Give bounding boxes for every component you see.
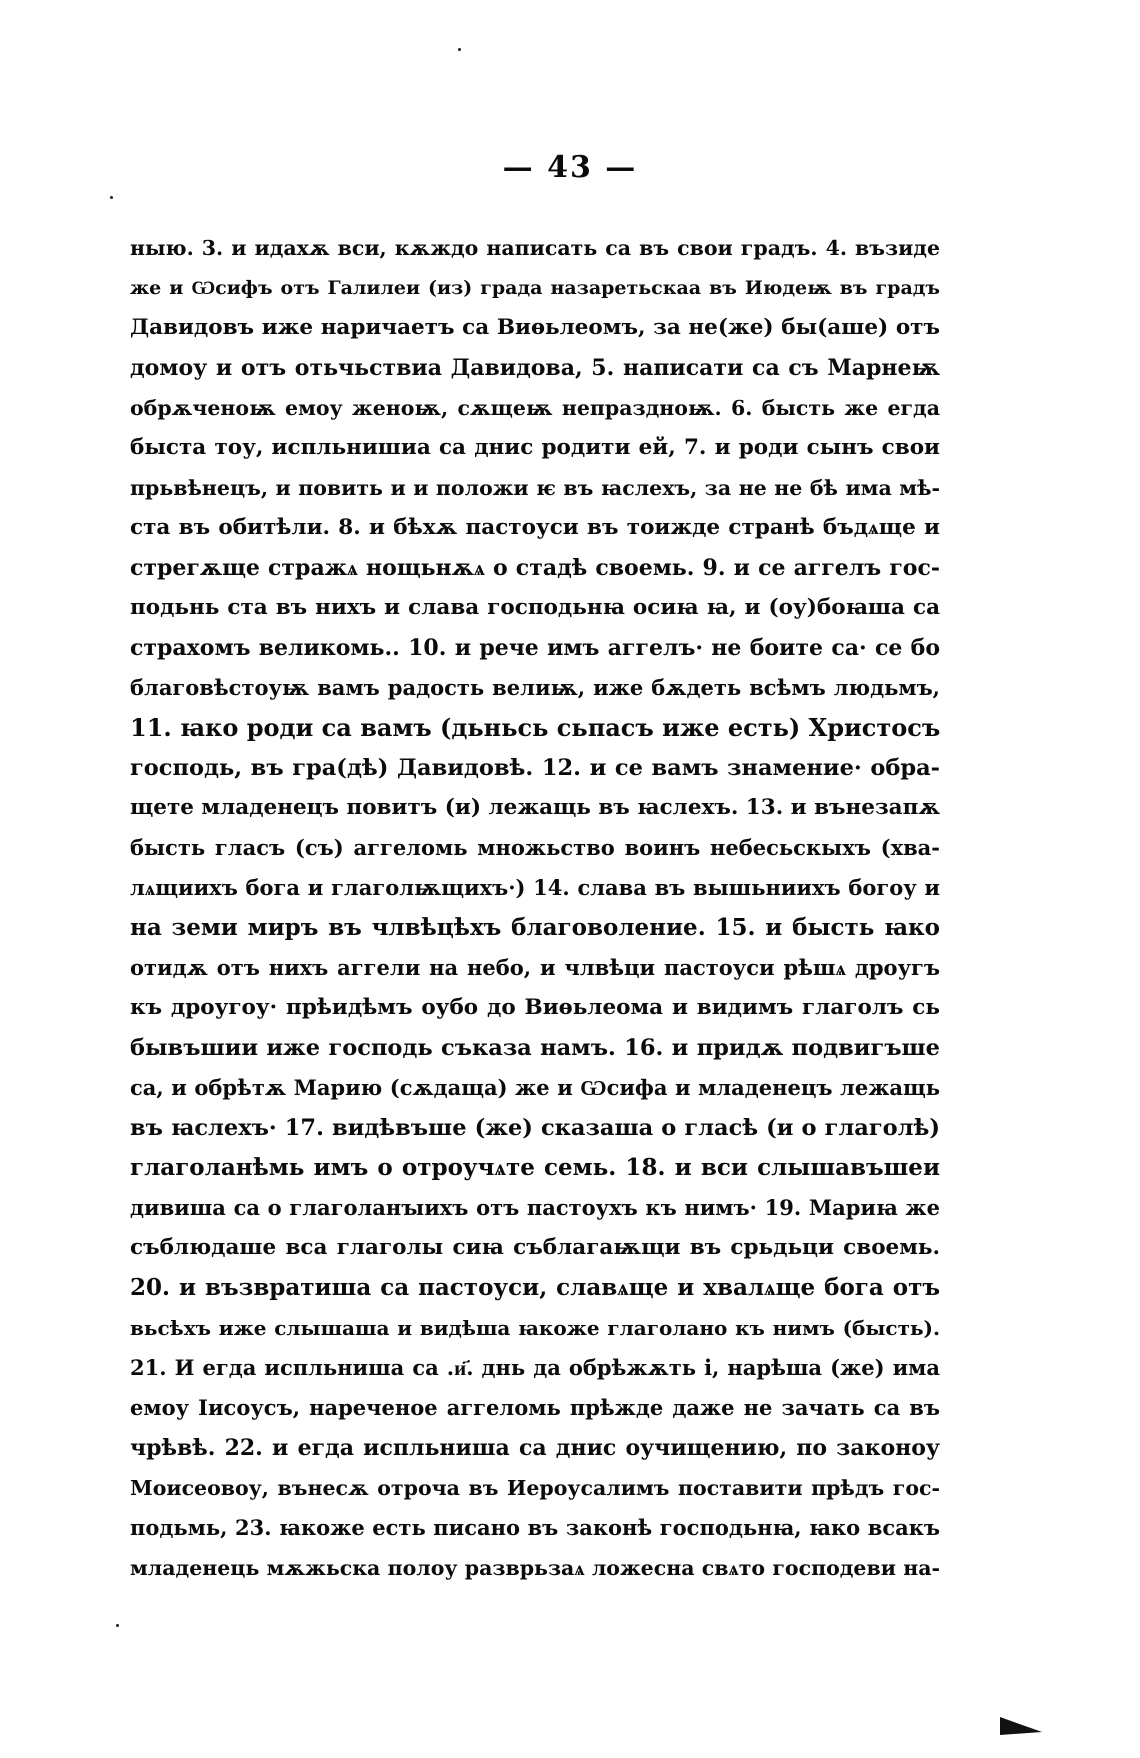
speck — [116, 1624, 119, 1627]
text-line: въ ꙗслехъ· 17. видѣвъше (же) сказаша о гласѣ (и о глаголѣ) — [130, 1115, 940, 1141]
text-line: подьмь, 23. ꙗкоже есть писано въ законѣ господьнꙗ, ꙗко всакъ — [130, 1515, 940, 1540]
speck — [458, 48, 461, 51]
text-line: господь, въ гра(дѣ) Давидовѣ. 12. и се вамъ знамение· обра- — [130, 755, 940, 781]
text-line: на земи миръ въ члвѣцѣхъ благоволение. 15. и бысть ꙗко — [130, 914, 940, 941]
text-line: отидѫ отъ нихъ аггели на небо, и члвѣци пастоуси рѣшѧ дроугъ — [130, 955, 940, 980]
text-line: страхомъ великомь.. 10. и рече имъ аггелъ· не боите са· се бо — [130, 635, 940, 661]
text-line: 21. И егда испльниша са .и҃. днь да обрѣжѫть і, нарѣша (же) има — [130, 1355, 940, 1380]
text-line: стрегѫще стражѧ нощьнѫѧ о стадѣ своемь. 9. и се аггелъ гос- — [130, 555, 940, 581]
text-line: съблюдаше вса глаголы сиꙗ съблагаѭщи въ срьдьци своемь. — [130, 1235, 940, 1260]
text-line: бывъшии иже господь съказа намъ. 16. и придѫ подвигъше — [130, 1035, 940, 1061]
text-line: глаголанѣмь имъ о отроучѧте семь. 18. и вси слышавъшеи — [130, 1154, 940, 1181]
text-line: лѧщиихъ бога и глаголѭщихъ·) 14. слава въ вышьниихъ богоу и — [130, 875, 940, 900]
text-line: Давидовъ иже наричаетъ са Виѳьлеомъ, за не(же) бы(аше) отъ — [130, 315, 940, 340]
text-line: Моисеовоу, вънесѫ отроча въ Иероусалимъ поставити прѣдъ гос- — [130, 1476, 940, 1500]
text-line: вьсѣхъ иже слышаша и видѣша ꙗкоже глаголано къ нимъ (бысть). — [130, 1316, 940, 1340]
text-line: ныю. 3. и идахѫ вси, кѫждо написать са въ свои градъ. 4. възиде — [130, 236, 940, 260]
text-line: емоу Іисоусъ, нареченое аггеломь прѣжде даже не зачать са въ — [130, 1395, 940, 1420]
text-line: обрѫченоѭ емоу женоѭ, сѫщеѭ непраздноѭ. 6. бысть же егда — [130, 396, 940, 420]
text-line: щете младенецъ повитъ (и) лежащь въ ꙗслехъ. 13. и вънезапѫ — [130, 795, 940, 820]
body-text — [130, 228, 940, 1588]
text-line: быста тоу, испльнишиа са днис родити ей, 7. и роди сынъ свои — [130, 435, 940, 460]
speck — [110, 196, 113, 199]
text-line: прьвѣнецъ, и повить и и положи ѥ въ ꙗслехъ, за не не бѣ има мѣ- — [130, 476, 940, 500]
text-line: подьнь ста въ нихъ и слава господьнꙗ осиꙗ ꙗ, и (оу)боꙗша са — [130, 595, 940, 620]
text-line: младенець мѫжьска полоу разврьзаѧ ложесна свѧто господеви на- — [130, 1556, 940, 1580]
text-line: дивиша са о глаголанꙑихъ отъ пастоухъ къ нимъ· 19. Мариꙗ же — [130, 1195, 940, 1220]
text-line: благовѣстоуѭ вамъ радость велиѭ, иже бѫдеть всѣмъ людьмъ, — [130, 675, 940, 700]
text-line: 11. ꙗко роди са вамъ (дьньсь сьпасъ иже есть) Христосъ — [130, 713, 940, 742]
page-number: — 43 — — [502, 150, 638, 185]
text-line: бысть гласъ (съ) аггеломь множьство воинъ небесьскыхъ (хва- — [130, 835, 940, 860]
text-line: са, и обрѣтѫ Марию (сѫдаща) же и Ѡсифа и младенецъ лежащь — [130, 1075, 940, 1100]
text-line: 20. и възвратиша са пастоуси, славѧще и хвалѧще бога отъ — [130, 1274, 940, 1301]
text-line: ста въ обитѣли. 8. и бѣхѫ пастоуси въ тоижде странѣ бъдѧще и — [130, 515, 940, 540]
page-corner-mark — [1000, 1717, 1042, 1741]
text-line: чрѣвѣ. 22. и егда испльниша са днис оучищению, по законоу — [130, 1435, 940, 1461]
text-line: домоу и отъ отьчьствиа Давидова, 5. написати са съ Марнеѭ — [130, 355, 940, 381]
text-line: къ дроугоу· прѣидѣмъ оубо до Виѳьлеома и видимъ глаголъ сь — [130, 995, 940, 1020]
text-line: же и Ѡсифъ отъ Галилеи (из) града назаретьскаа въ Июдеѭ въ градъ — [130, 277, 940, 299]
